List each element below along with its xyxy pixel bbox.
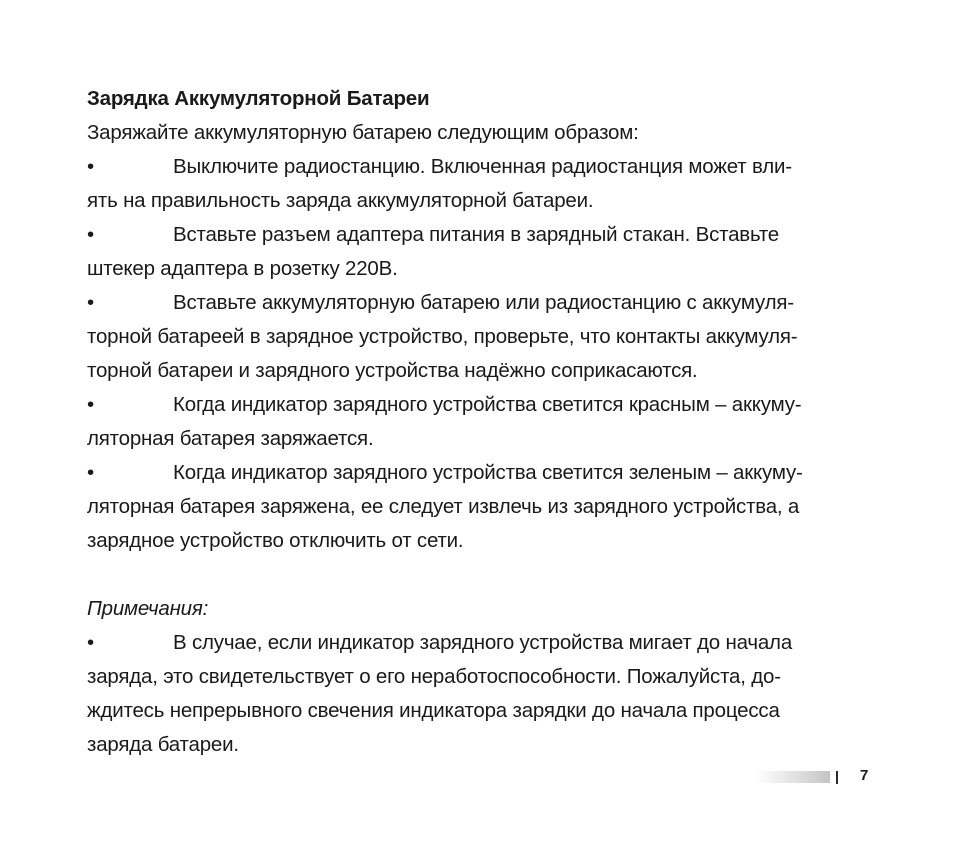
bullet-icon: •: [87, 291, 94, 314]
list-item-continuation: штекер адаптера в розетку 220В.: [87, 257, 398, 280]
paragraph-gap: [87, 558, 871, 592]
bullet-icon: •: [87, 631, 94, 654]
bullet-icon: •: [87, 155, 94, 178]
document-page: [87, 82, 871, 762]
list-item: [87, 286, 871, 388]
bullet-icon: •: [87, 393, 94, 416]
list-item-continuation: торной батареи и зарядного устройства надёжно соприкасаются.: [87, 359, 698, 382]
list-item-text: Когда индикатор зарядного устройства светится зеленым – аккуму-: [173, 461, 803, 484]
list-item: [87, 150, 871, 218]
list-item-text: Когда индикатор зарядного устройства светится красным – аккуму-: [173, 393, 802, 416]
page-footer: [756, 768, 876, 786]
list-item-continuation: заряда батареи.: [87, 733, 239, 756]
list-item-first-line: [87, 456, 871, 490]
footer-gradient-bar: [756, 771, 830, 783]
list-item-text: Выключите радиостанцию. Включенная радиостанция может вли-: [173, 155, 792, 178]
bullet-icon: •: [87, 223, 94, 246]
list-item: [87, 218, 871, 286]
list-item-text: Вставьте аккумуляторную батарею или радиостанцию с аккумуля-: [173, 291, 794, 314]
page-number: 7: [860, 767, 869, 784]
list-item-continuation: торной батареей в зарядное устройство, проверьте, что контакты аккумуля-: [87, 325, 798, 348]
list-item-text: В случае, если индикатор зарядного устройства мигает до начала: [173, 631, 793, 654]
list-item-text: Вставьте разъем адаптера питания в зарядный стакан. Вставьте: [173, 223, 780, 246]
section-intro: Заряжайте аккумуляторную батарею следующим образом:: [87, 121, 639, 144]
list-item-first-line: [87, 150, 871, 184]
list-item: [87, 626, 871, 762]
list-item-continuation: заряда, это свидетельствует о его неработоспособности. Пожалуйста, до-: [87, 665, 781, 688]
list-item-first-line: [87, 626, 871, 660]
notes-list: [87, 626, 871, 762]
list-item-first-line: [87, 218, 871, 252]
list-item-first-line: [87, 388, 871, 422]
section-heading: Зарядка Аккумуляторной Батареи: [87, 87, 430, 110]
footer-separator: [836, 771, 838, 784]
notes-title: Примечания:: [87, 597, 209, 620]
list-item-continuation: ждитесь непрерывного свечения индикатора зарядки до начала процесса: [87, 699, 780, 722]
list-item: [87, 456, 871, 558]
steps-list: [87, 150, 871, 558]
list-item: [87, 388, 871, 456]
bullet-icon: •: [87, 461, 94, 484]
list-item-continuation: ляторная батарея заряжена, ее следует извлечь из зарядного устройства, а: [87, 495, 800, 518]
list-item-continuation: ять на правильность заряда аккумуляторной батареи.: [87, 189, 594, 212]
list-item-first-line: [87, 286, 871, 320]
list-item-continuation: ляторная батарея заряжается.: [87, 427, 374, 450]
list-item-continuation: зарядное устройство отключить от сети.: [87, 529, 464, 552]
